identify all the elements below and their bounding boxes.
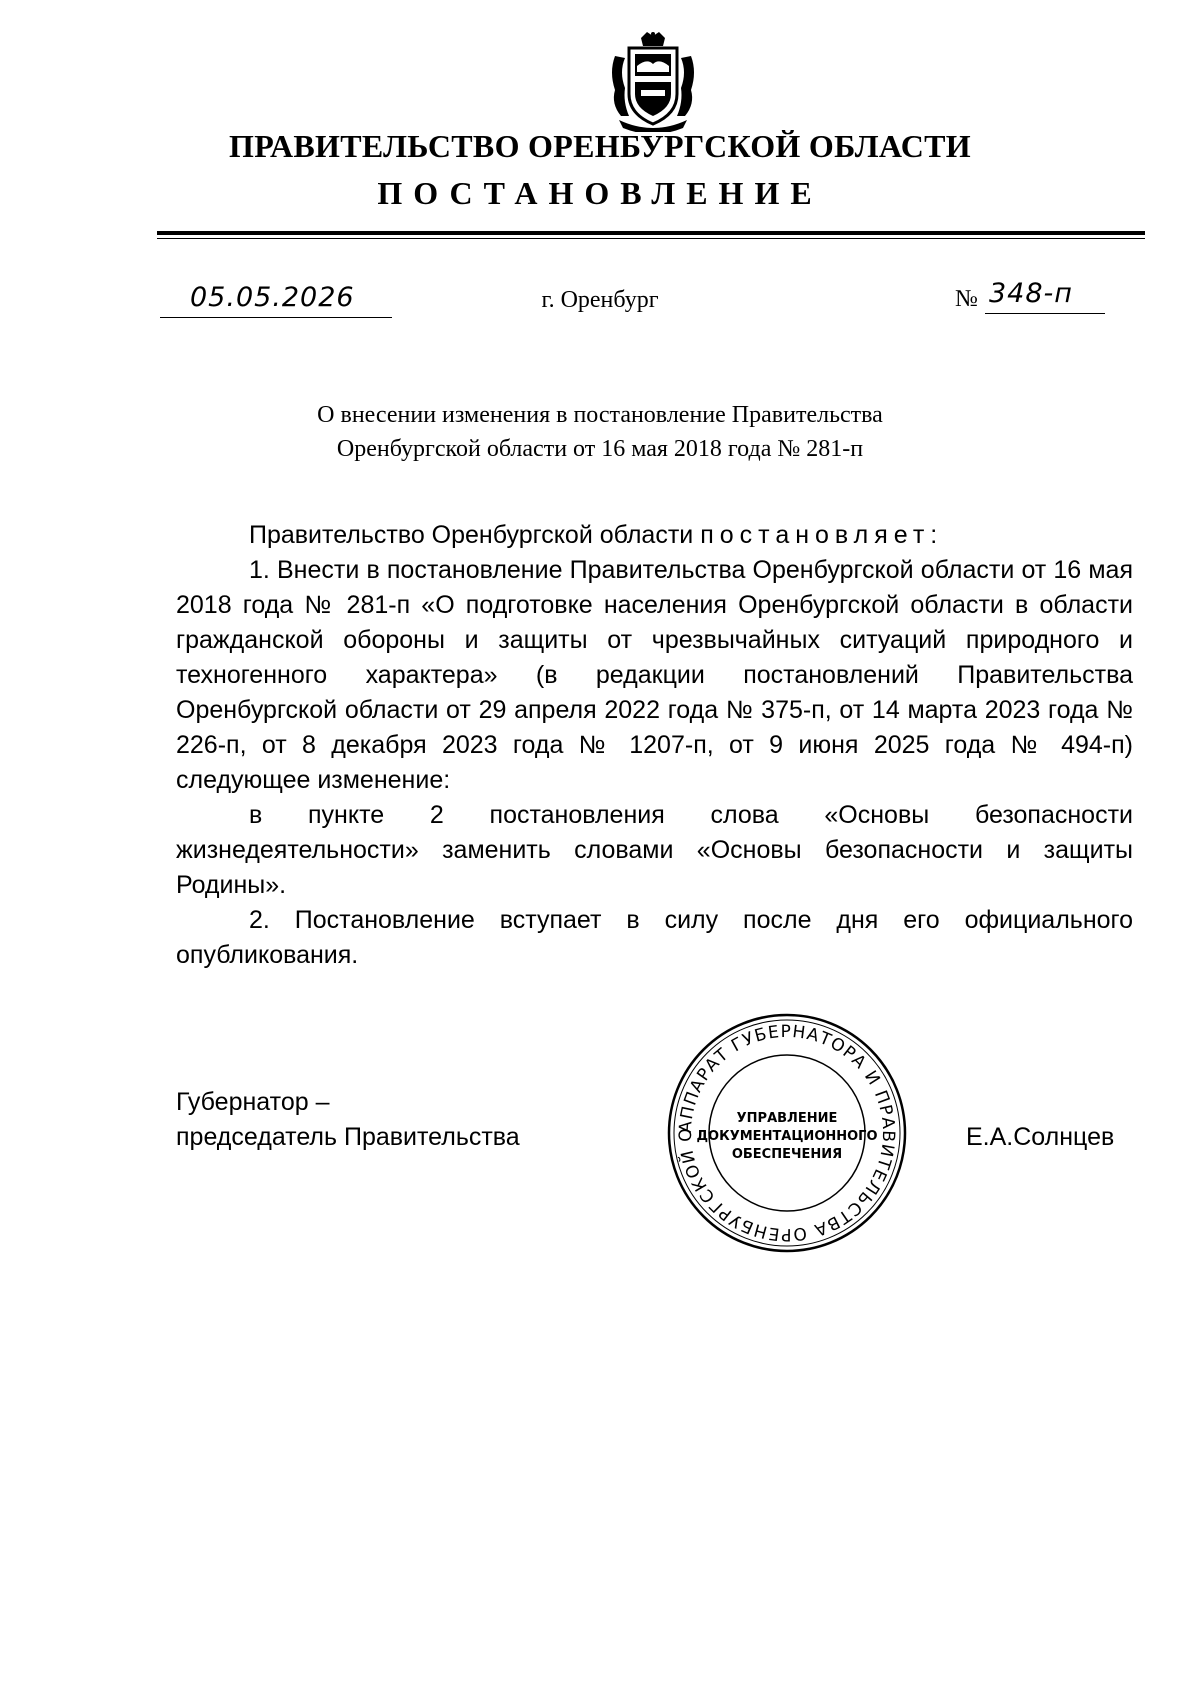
paragraph-item-1-sub: в пункте 2 постановления слова «Основы безопасности жизнедеятельности» заменить словами «Основы безопасности и защиты Родины». (176, 801, 1133, 899)
document-number (955, 280, 1105, 316)
coat-of-arms-icon (607, 32, 699, 132)
date-underline (160, 317, 392, 318)
preamble-verb: постановляет: (700, 521, 944, 549)
signer-title-line-1: Губернатор – (176, 1088, 330, 1116)
organization-title: ПРАВИТЕЛЬСТВО ОРЕНБУРГСКОЙ ОБЛАСТИ (229, 128, 971, 164)
document-type-title: ПОСТАНОВЛЕНИЕ (377, 175, 823, 211)
preamble-text: Правительство Оренбургской области (249, 521, 694, 549)
paragraph-item-1: 1. Внести в постановление Правительства Оренбургской области от 16 мая 2018 года № 281-п «О подготовке населения Оренбургской области в области гражданской обороны и защиты от чрезвычайных ситуаций природного и техногенного характера» (в редакции постановлений Правительства Оренбургской области от 29 апреля 2022 года № 375-п, от 14 марта 2023 года № 226-п, от 8 декабря 2023 года № 1207-п, от 9 июня 2025 года № 494-п) следующее изменение: (176, 556, 1133, 794)
official-stamp (666, 1012, 908, 1254)
document-city: г. Оренбург (541, 287, 659, 313)
preamble (176, 518, 1133, 553)
paragraph-item-2: 2. Постановление вступает в силу после дня его официального опубликования. (176, 906, 1133, 969)
stamp-inner-line-2: ДОКУМЕНТАЦИОННОГО (696, 1129, 878, 1144)
header-divider-thin (157, 238, 1145, 239)
subject-line-2: Оренбургской области от 16 мая 2018 года № 281-п (336, 436, 864, 462)
stamp-inner-line-1: УПРАВЛЕНИЕ (736, 1111, 838, 1126)
signer-title (176, 1085, 520, 1155)
document-number-value: 348-п (989, 278, 1073, 309)
subject-line-1: О внесении изменения в постановление Правительства (317, 402, 883, 428)
number-sign: № (955, 286, 978, 312)
document-subject (0, 398, 1200, 466)
signer-name: Е.А.Солнцев (966, 1123, 1115, 1151)
signer-title-line-2: председатель Правительства (176, 1123, 520, 1151)
stamp-outer-text: АППАРАТ ГУБЕРНАТОРА И ПРАВИТЕЛЬСТВА ОРЕНБУРГСКОЙ О (675, 1021, 899, 1245)
stamp-inner-line-3: ОБЕСПЕЧЕНИЯ (731, 1147, 843, 1162)
number-underline (985, 313, 1105, 314)
document-body (176, 518, 1133, 973)
header-divider-thick (157, 231, 1145, 235)
document-date-value: 05.05.2026 (190, 282, 355, 313)
